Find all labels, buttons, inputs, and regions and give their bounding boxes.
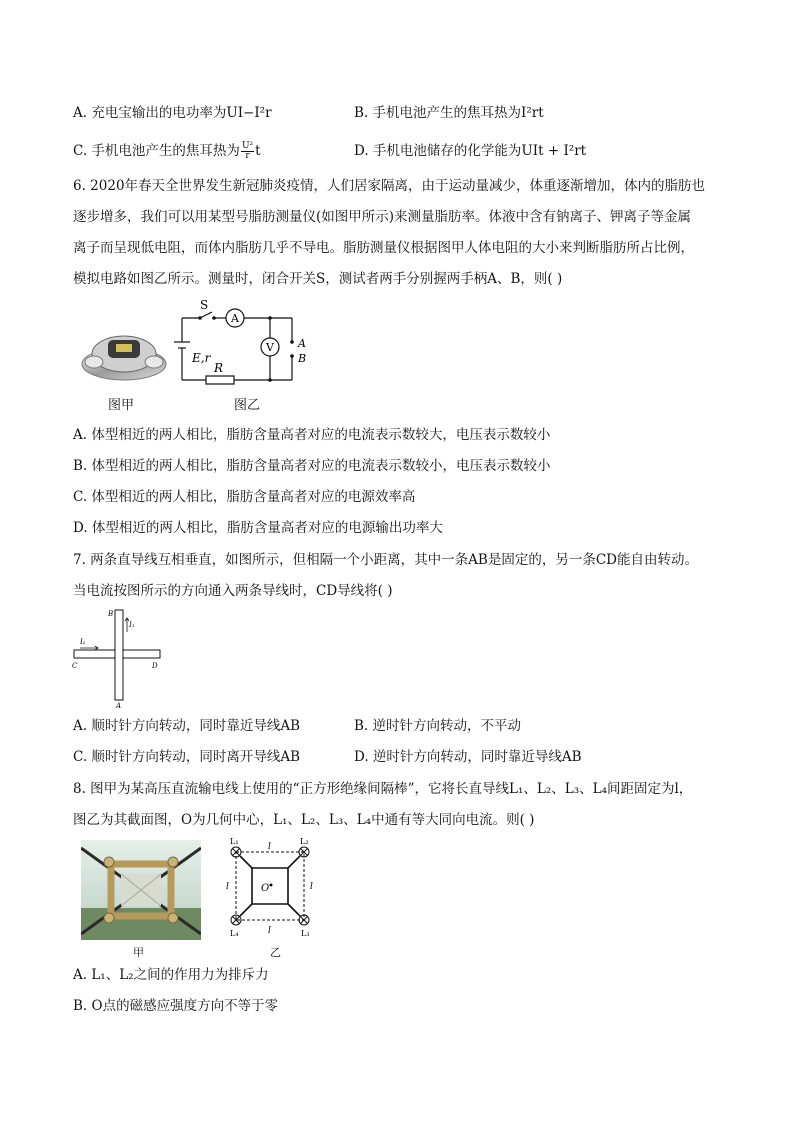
wire-end-c-label: C xyxy=(72,662,78,670)
fraction-denominator: r xyxy=(245,151,250,161)
q6-option-c: C. 体型相近的两人相比，脂肪含量高者对应的电源效率高 xyxy=(73,489,416,505)
q6-stem-line-1: 6. 2020年春天全世界发生新冠肺炎疫情，人们居家隔离，由于运动量减少，体重逐渐增加，体内的脂肪也 xyxy=(73,178,706,194)
q8-square-cross-section-diagram xyxy=(224,838,320,950)
q6-option-b: B. 体型相近的两人相比，脂肪含量高者对应的电流表示数较小，电压表示数较小 xyxy=(73,458,551,474)
q6-option-a: A. 体型相近的两人相比，脂肪含量高者对应的电流表示数较大，电压表示数较小 xyxy=(73,427,551,443)
source-label: E,r xyxy=(192,351,211,365)
q6-figure-yi-caption: 图乙 xyxy=(234,398,261,413)
q6-figure-jia-caption: 图甲 xyxy=(108,398,135,413)
q5-option-b: B. 手机电池产生的焦耳热为I²rt xyxy=(354,105,544,121)
top-side-length-label: l xyxy=(268,842,271,852)
q6-stem-line-2: 逐步增多，我们可以用某型号脂肪测量仪(如图甲所示)来测量脂肪率。体液中含有钠离子、钾离子等金属 xyxy=(73,209,692,225)
terminal-b-label: B xyxy=(298,352,307,365)
terminal-a-label: A xyxy=(298,337,306,350)
q8-option-a: A. L₁、L₂之间的作用力为排斥力 xyxy=(73,967,269,983)
fraction-numerator: U² xyxy=(241,141,254,151)
q8-figure-jia-caption: 甲 xyxy=(133,946,144,959)
wire-end-b-label: B xyxy=(108,610,114,618)
wire-l3-label: L₃ xyxy=(301,929,310,938)
q8-stem-line-2: 图乙为其截面图，O为几何中心，L₁、L₂、L₃、L₄中通有等大同向电流。则( ) xyxy=(73,812,535,828)
ammeter-label: A xyxy=(231,312,239,325)
fat-meter-device-image xyxy=(78,320,170,386)
wire-l2-label: L₂ xyxy=(300,838,309,846)
q6-circuit-diagram xyxy=(170,298,320,390)
q8-stem-line-1: 8. 图甲为某高压直流输电线上使用的“正方形绝缘间隔棒”，它将长直导线L₁、L₂、L₃、L₄间距固定为l， xyxy=(73,781,693,797)
q6-stem-line-4: 模拟电路如图乙所示。测量时，闭合开关S，测试者两手分别握两手柄A、B，则( ) xyxy=(73,271,563,287)
spacer-photo-image xyxy=(81,840,201,940)
q5-option-a: A. 充电宝输出的电功率为UI−I²r xyxy=(73,105,272,121)
wire-l1-label: L₁ xyxy=(230,838,239,846)
q7-option-c: C. 顺时针方向转动，同时离开导线AB xyxy=(73,749,301,765)
q7-wires-diagram xyxy=(70,604,166,708)
center-o-label: O xyxy=(261,883,270,894)
q5-option-c-tail: t xyxy=(255,143,261,159)
q7-stem-line-1: 7. 两条直导线互相垂直，如图所示，但相隔一个小距离，其中一条AB是固定的，另一条CD能自由转动。 xyxy=(73,552,698,568)
q6-option-d: D. 体型相近的两人相比，脂肪含量高者对应的电源输出功率大 xyxy=(73,520,443,536)
resistor-label: R xyxy=(214,361,224,375)
q7-stem-line-2: 当电流按图所示的方向通入两条导线时，CD导线将( ) xyxy=(73,583,393,599)
bottom-side-length-label: l xyxy=(268,926,271,936)
switch-label: S xyxy=(200,298,209,312)
q6-stem-line-3: 离子而呈现低电阻，而体内脂肪几乎不导电。脂肪测量仪根据图甲人体电阻的大小来判断脂肪所占比例， xyxy=(73,240,694,256)
current-i1-label: I₁ xyxy=(129,621,135,629)
q7-option-d: D. 逆时针方向转动，同时靠近导线AB xyxy=(354,749,582,765)
wire-end-a-label: A xyxy=(116,702,122,708)
wire-end-d-label: D xyxy=(152,662,158,670)
q5-option-c-text: C. 手机电池产生的焦耳热为 xyxy=(73,143,240,159)
wire-l4-label: L₄ xyxy=(230,929,239,938)
voltmeter-label: V xyxy=(266,341,274,354)
q7-option-a: A. 顺时针方向转动，同时靠近导线AB xyxy=(73,718,301,734)
q8-option-b: B. O点的磁感应强度方向不等于零 xyxy=(73,998,279,1014)
q5-option-d: D. 手机电池储存的化学能为UIt + I²rt xyxy=(354,143,587,159)
q5-option-c xyxy=(73,142,261,161)
left-side-length-label: l xyxy=(226,882,229,892)
right-side-length-label: l xyxy=(310,882,313,892)
current-i2-label: I₂ xyxy=(80,638,86,646)
q5-option-c-fraction xyxy=(241,142,254,161)
q7-option-b: B. 逆时针方向转动，不平动 xyxy=(354,718,522,734)
q8-figure-yi-caption: 乙 xyxy=(270,946,281,959)
